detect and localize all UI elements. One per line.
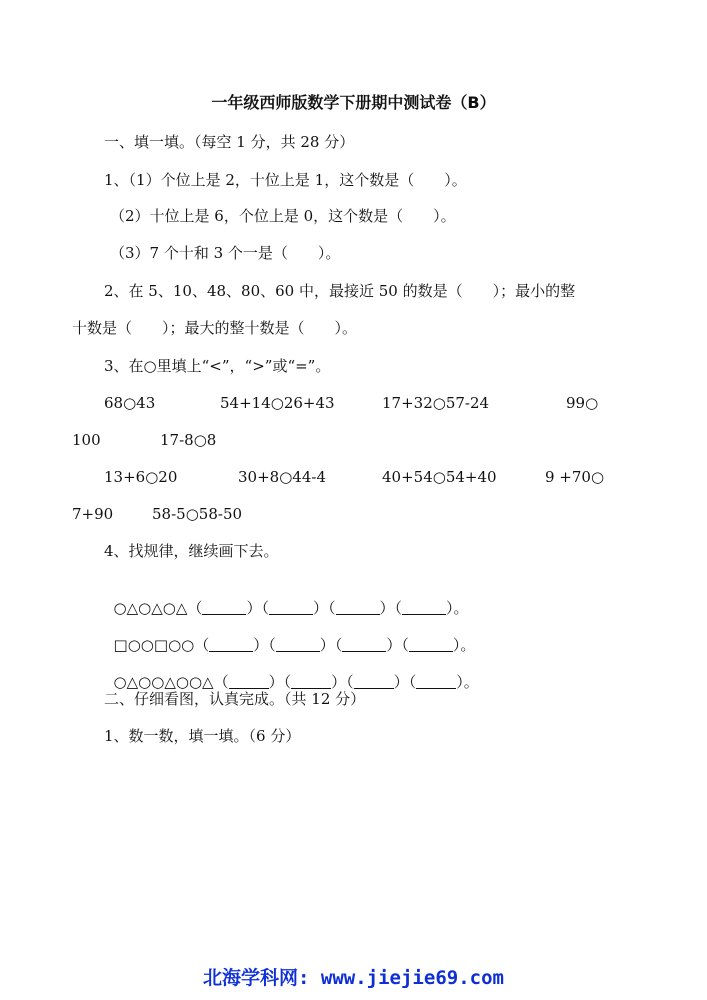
question-1b: （2）十位上是 6，个位上是 0，这个数是（ ）。 [110, 207, 456, 225]
answer-blank[interactable] [402, 600, 446, 615]
answer-blank[interactable] [209, 637, 253, 652]
question-2-line2: 十数是（ ）；最大的整十数是（ ）。 [72, 319, 358, 337]
compare-item: 99○ [566, 394, 599, 412]
pattern-row: □○○□○○（ ）（ ）（ ）（ ）。 [113, 636, 476, 654]
compare-item: 9 +70○ [545, 468, 605, 486]
page-title: 一年级西师版数学下册期中测试卷（B） [211, 93, 496, 112]
question-1c: （3）7 个十和 3 个一是（ ）。 [110, 244, 341, 262]
compare-item: 13+6○20 [104, 468, 178, 486]
pattern-shapes: ○△○○△○○△ [113, 673, 214, 691]
question-4-instruction: 4、找规律，继续画下去。 [104, 542, 279, 560]
footer-watermark: 北海学科网: www.jiejie69.com [203, 967, 504, 989]
answer-blank[interactable] [354, 674, 394, 689]
section2-heading: 二、仔细看图，认真完成。（共 12 分） [104, 690, 366, 708]
compare-item: 7+90 [72, 505, 114, 523]
compare-item: 17+32○57-24 [382, 394, 490, 412]
compare-item: 54+14○26+43 [220, 394, 335, 412]
answer-blank[interactable] [276, 637, 320, 652]
section2-question-1: 1、数一数，填一填。（6 分） [104, 727, 301, 745]
compare-item: 100 [72, 431, 101, 449]
answer-blank[interactable] [336, 600, 380, 615]
question-2-line1: 2、在 5、10、48、80、60 中，最接近 50 的数是（ ）；最小的整 [104, 282, 576, 300]
answer-blank[interactable] [416, 674, 456, 689]
pattern-row: ○△○△○△（ ）（ ）（ ）（ ）。 [113, 599, 469, 617]
question-3-instruction: 3、在○里填上“<”，“>”或“=”。 [104, 357, 331, 375]
answer-blank[interactable] [202, 600, 246, 615]
answer-blank[interactable] [269, 600, 313, 615]
compare-item: 40+54○54+40 [382, 468, 497, 486]
compare-item: 68○43 [104, 394, 156, 412]
pattern-shapes: □○○□○○ [113, 636, 195, 654]
compare-item: 30+8○44-4 [238, 468, 326, 486]
pattern-row: ○△○○△○○△（ ）（ ）（ ）（ ）。 [113, 673, 479, 691]
section1-heading: 一、填一填。（每空 1 分，共 28 分） [104, 133, 355, 151]
answer-blank[interactable] [342, 637, 386, 652]
answer-blank[interactable] [291, 674, 331, 689]
compare-item: 17-8○8 [160, 431, 217, 449]
answer-blank[interactable] [229, 674, 269, 689]
pattern-shapes: ○△○△○△ [113, 599, 188, 617]
answer-blank[interactable] [409, 637, 453, 652]
question-1a: 1、（1）个位上是 2，十位上是 1，这个数是（ ）。 [104, 171, 467, 189]
compare-item: 58-5○58-50 [152, 505, 243, 523]
